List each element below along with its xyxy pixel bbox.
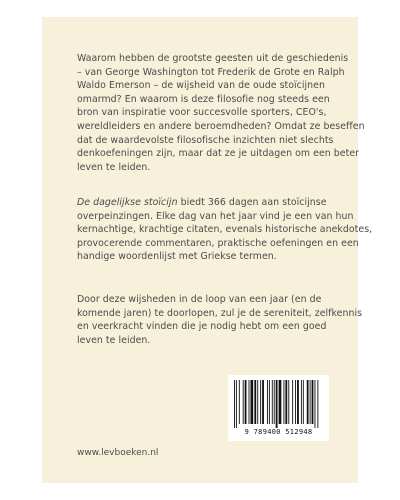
text-line: komende jaren) te doorlopen, zul je de sereniteit, zelfkennis	[77, 307, 363, 319]
barcode-bar	[260, 380, 261, 424]
text-segment: biedt 366 dagen aan stoïcijnse	[177, 197, 327, 208]
barcode-bar	[285, 380, 287, 424]
text-line: bron van inspiratie voor succesvolle sporters, CEO's,	[77, 107, 327, 119]
barcode-bar	[239, 380, 240, 424]
paragraph-closing	[77, 293, 363, 347]
publisher-website: www.levboeken.nl	[77, 448, 159, 458]
text-line: Door deze wijsheden in de loop van een jaar (en de	[77, 294, 322, 305]
paragraph-intro	[77, 52, 365, 174]
barcode-bar	[292, 380, 293, 424]
text-line: handige woordenlijst met Griekse termen.	[77, 251, 277, 263]
text-line: wereldleiders en andere beroemdheden? Omdat ze beseffen	[77, 120, 365, 132]
barcode-bar	[297, 380, 299, 424]
text-line	[77, 196, 329, 210]
barcode-bar	[236, 380, 237, 428]
barcode-bar	[317, 380, 318, 428]
barcode-bar	[245, 380, 247, 424]
text-line: en veerkracht vinden die je nodig hebt om een goed	[77, 321, 327, 333]
text-line: dat de waardevolste filosofische inzichten niet slechts	[77, 134, 334, 146]
barcode-bar	[250, 380, 253, 424]
barcode-bar	[274, 380, 275, 424]
barcode-bar	[307, 380, 309, 424]
barcode-number: 9 789400 512948	[244, 428, 313, 436]
barcode-bar	[279, 380, 282, 424]
book-title-italic: De dagelijkse stoïcijn	[77, 197, 178, 208]
barcode-bar	[254, 380, 256, 424]
text-line: denkoefeningen zijn, maar dat ze je uitdagen om een beter	[77, 148, 360, 160]
text-line: leven te leiden.	[77, 161, 151, 173]
barcode-bar	[272, 380, 273, 424]
barcode-icon	[234, 380, 323, 428]
barcode-bar	[283, 380, 284, 424]
barcode-bar	[267, 380, 268, 424]
text-line: provocerende commentaren, praktische oefeningen en een	[77, 237, 359, 249]
barcode-bar	[262, 380, 264, 424]
barcode-bar	[301, 380, 302, 424]
text-line: – van George Washington tot Frederik de Grote en Ralph	[77, 66, 345, 78]
barcode-bar	[288, 380, 289, 424]
text-line: leven te leiden.	[77, 334, 151, 346]
barcode	[228, 375, 329, 441]
barcode-bar	[315, 380, 316, 428]
barcode-bar	[303, 380, 304, 424]
text-line: Waldo Emerson – de wijsheid van de oude stoïcijnen	[77, 80, 325, 92]
text-line: Waarom hebben de grootste geesten uit de geschiedenis	[77, 53, 349, 64]
paragraph-book-description	[77, 196, 373, 264]
barcode-bar	[276, 380, 278, 428]
text-line: overpeinzingen. Elke dag van het jaar vind je een van hun	[77, 210, 354, 222]
barcode-bar	[257, 380, 258, 424]
barcode-bar	[243, 380, 244, 424]
text-line: kernachtige, krachtige citaten, evenals historische anekdotes,	[77, 224, 373, 236]
barcode-bar	[249, 380, 250, 424]
barcode-bar	[295, 380, 296, 424]
barcode-bar	[310, 380, 311, 424]
barcode-bar	[312, 380, 314, 424]
barcode-bar	[234, 380, 235, 428]
text-line: omarmd? En waarom is deze filosofie nog steeds een	[77, 93, 330, 105]
barcode-bar	[269, 380, 270, 424]
